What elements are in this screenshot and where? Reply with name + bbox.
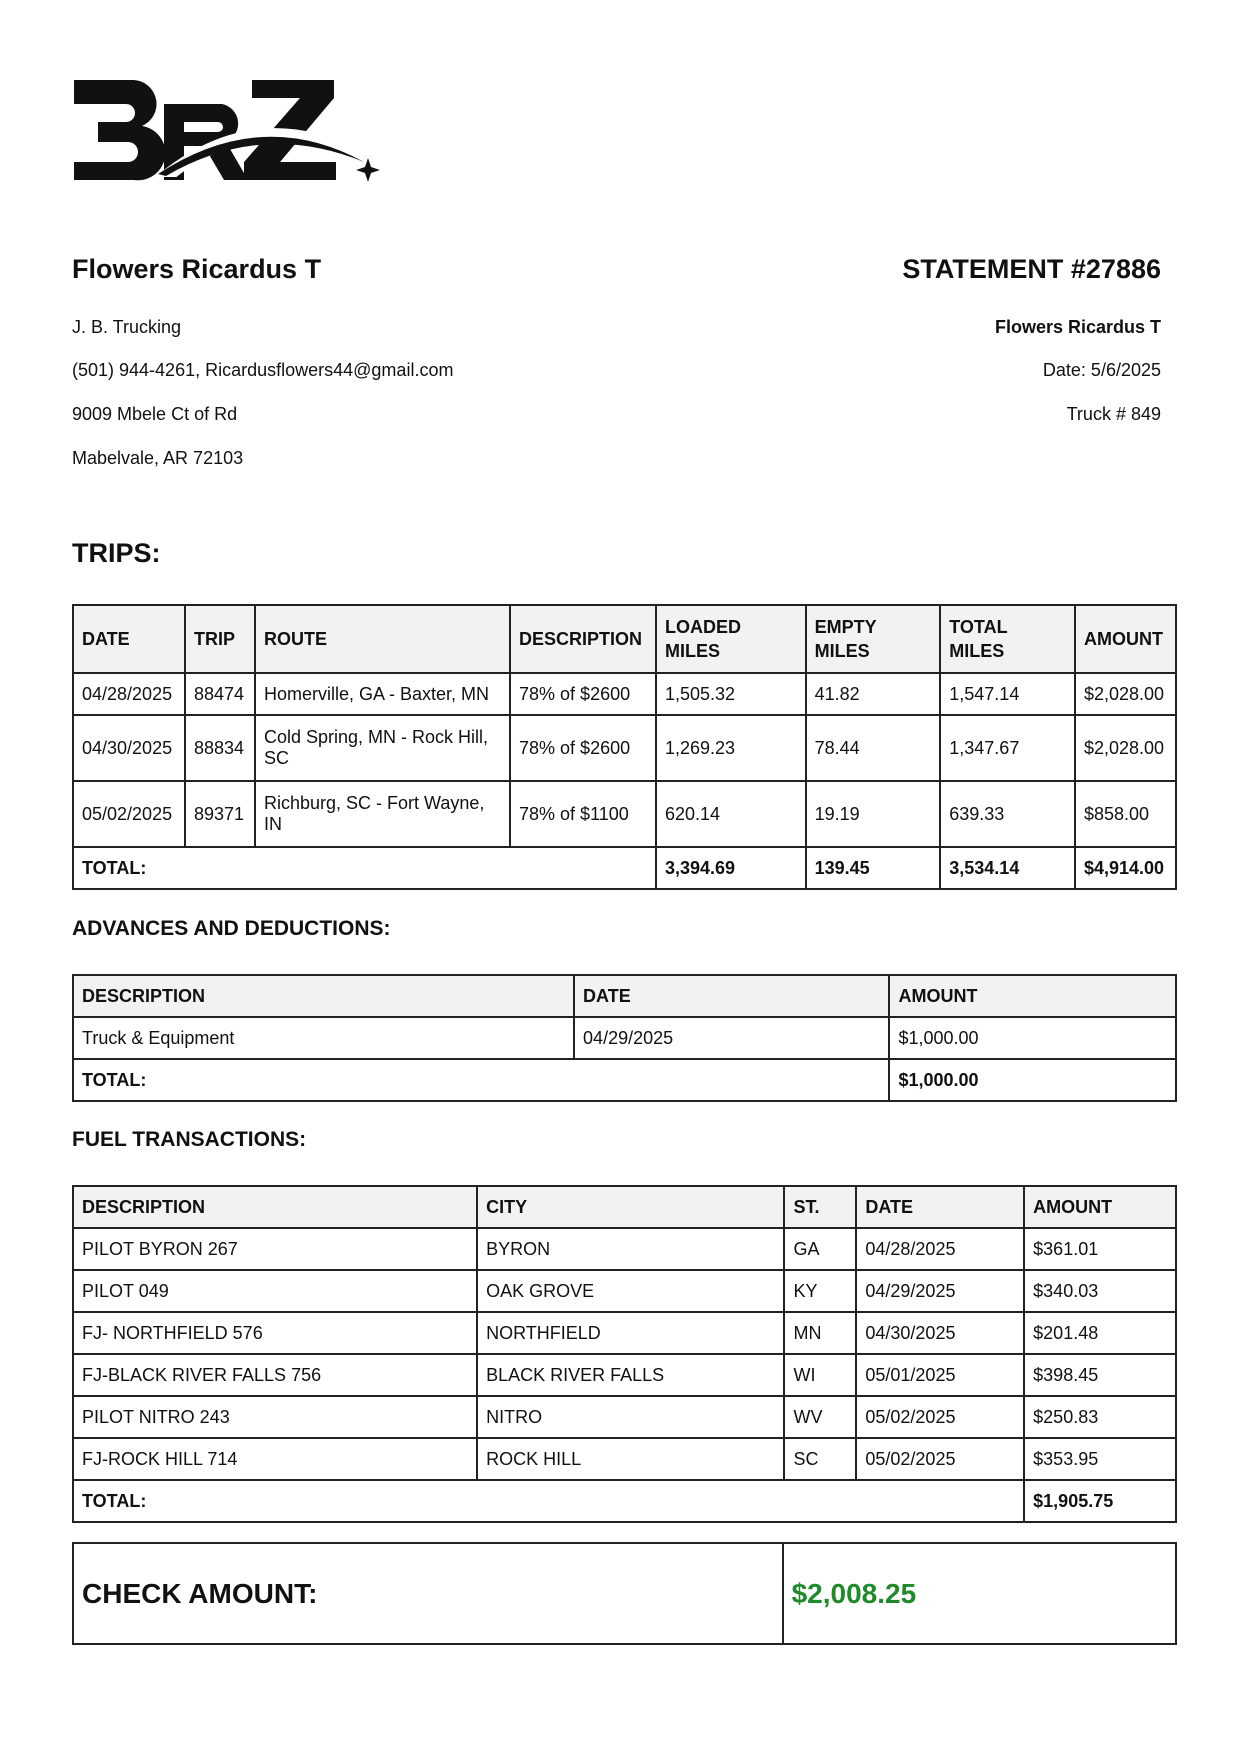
table-row: [73, 1354, 1176, 1396]
total-label: TOTAL:: [73, 1059, 889, 1101]
cell: NORTHFIELD: [477, 1312, 784, 1354]
cell: FJ-ROCK HILL 714: [73, 1438, 477, 1480]
col-description: DESCRIPTION: [510, 605, 656, 673]
truck-number: Truck # 849: [1066, 404, 1161, 424]
address-line2: Mabelvale, AR 72103: [72, 448, 244, 468]
cell: PILOT BYRON 267: [73, 1228, 477, 1270]
cell: $353.95: [1024, 1438, 1176, 1480]
cell: WI: [784, 1354, 856, 1396]
cell: ROCK HILL: [477, 1438, 784, 1480]
col-date: DATE: [574, 975, 889, 1017]
cell: 88834: [185, 715, 255, 781]
cell: 78.44: [806, 715, 941, 781]
trips-title: TRIPS:: [72, 538, 161, 568]
col-amount: AMOUNT: [889, 975, 1176, 1017]
company-name: J. B. Trucking: [72, 317, 182, 337]
cell: 78% of $2600: [510, 715, 656, 781]
brz-logo-icon: [72, 78, 382, 193]
col-amount: AMOUNT: [1024, 1186, 1176, 1228]
col-date: DATE: [856, 1186, 1024, 1228]
table-row: [73, 1438, 1176, 1480]
cell: 89371: [185, 781, 255, 847]
statement-date: Date: 5/6/2025: [1042, 360, 1161, 380]
cell: 78% of $2600: [510, 673, 656, 715]
cell: FJ- NORTHFIELD 576: [73, 1312, 477, 1354]
advances-total-row: [73, 1059, 1176, 1101]
table-row: [73, 1017, 1176, 1059]
cell: 05/01/2025: [856, 1354, 1024, 1396]
cell: FJ-BLACK RIVER FALLS 756: [73, 1354, 477, 1396]
total-label: TOTAL:: [73, 847, 656, 889]
cell: SC: [784, 1438, 856, 1480]
statement-name: Flowers Ricardus T: [994, 317, 1161, 337]
trips-total-row: [73, 847, 1176, 889]
table-row: [73, 1396, 1176, 1438]
col-description: DESCRIPTION: [73, 1186, 477, 1228]
table-row: [73, 1270, 1176, 1312]
check-amount-value: $2,008.25: [783, 1543, 1176, 1644]
cell: 04/29/2025: [856, 1270, 1024, 1312]
table-row: [73, 673, 1176, 715]
trips-header-row: [73, 605, 1176, 673]
cell: 04/28/2025: [856, 1228, 1024, 1270]
fuel-header-row: [73, 1186, 1176, 1228]
cell: 639.33: [940, 781, 1075, 847]
col-city: CITY: [477, 1186, 784, 1228]
cell: $2,028.00: [1075, 715, 1176, 781]
table-row: [73, 1228, 1176, 1270]
cell: BLACK RIVER FALLS: [477, 1354, 784, 1396]
col-state: ST.: [784, 1186, 856, 1228]
col-empty-miles: EMPTY MILES: [806, 605, 941, 673]
col-description: DESCRIPTION: [73, 975, 574, 1017]
col-total-miles: TOTAL MILES: [940, 605, 1075, 673]
total-miles: 3,534.14: [940, 847, 1075, 889]
total-amount: $4,914.00: [1075, 847, 1176, 889]
cell: $1,000.00: [889, 1017, 1176, 1059]
advances-table: [72, 974, 1177, 1102]
table-row: [73, 1312, 1176, 1354]
cell: Cold Spring, MN - Rock Hill, SC: [255, 715, 510, 781]
cell: 88474: [185, 673, 255, 715]
total-loaded-miles: 3,394.69: [656, 847, 806, 889]
check-amount-box: [72, 1542, 1177, 1645]
cell: 04/29/2025: [574, 1017, 889, 1059]
cell: 1,269.23: [656, 715, 806, 781]
cell: $201.48: [1024, 1312, 1176, 1354]
advances-header-row: [73, 975, 1176, 1017]
cell: OAK GROVE: [477, 1270, 784, 1312]
fuel-title: FUEL TRANSACTIONS:: [72, 1128, 307, 1151]
col-amount: AMOUNT: [1075, 605, 1176, 673]
cell: 19.19: [806, 781, 941, 847]
statement-title: STATEMENT #27886: [902, 254, 1161, 284]
cell: 05/02/2025: [856, 1396, 1024, 1438]
cell: KY: [784, 1270, 856, 1312]
cell: Richburg, SC - Fort Wayne, IN: [255, 781, 510, 847]
cell: WV: [784, 1396, 856, 1438]
cell: $2,028.00: [1075, 673, 1176, 715]
cell: GA: [784, 1228, 856, 1270]
cell: $858.00: [1075, 781, 1176, 847]
cell: BYRON: [477, 1228, 784, 1270]
cell: PILOT 049: [73, 1270, 477, 1312]
col-date: DATE: [73, 605, 185, 673]
cell: Truck & Equipment: [73, 1017, 574, 1059]
table-row: [73, 781, 1176, 847]
cell: NITRO: [477, 1396, 784, 1438]
fuel-table: [72, 1185, 1177, 1523]
cell: 1,347.67: [940, 715, 1075, 781]
cell: Homerville, GA - Baxter, MN: [255, 673, 510, 715]
total-amount: $1,905.75: [1024, 1480, 1176, 1522]
trips-table: [72, 604, 1177, 890]
cell: 04/30/2025: [856, 1312, 1024, 1354]
cell: $250.83: [1024, 1396, 1176, 1438]
check-amount-label: CHECK AMOUNT:: [73, 1543, 783, 1644]
cell: $398.45: [1024, 1354, 1176, 1396]
cell: 78% of $1100: [510, 781, 656, 847]
contact-info: (501) 944-4261, Ricardusflowers44@gmail.com: [72, 360, 454, 380]
cell: 05/02/2025: [856, 1438, 1024, 1480]
total-label: TOTAL:: [73, 1480, 1024, 1522]
col-loaded-miles: LOADED MILES: [656, 605, 806, 673]
cell: $340.03: [1024, 1270, 1176, 1312]
cell: MN: [784, 1312, 856, 1354]
total-empty-miles: 139.45: [806, 847, 941, 889]
cell: 1,547.14: [940, 673, 1075, 715]
cell: 04/30/2025: [73, 715, 185, 781]
driver-name: Flowers Ricardus T: [72, 254, 322, 284]
col-route: ROUTE: [255, 605, 510, 673]
cell: 620.14: [656, 781, 806, 847]
cell: 04/28/2025: [73, 673, 185, 715]
address-line1: 9009 Mbele Ct of Rd: [72, 404, 238, 424]
cell: 41.82: [806, 673, 941, 715]
table-row: [73, 715, 1176, 781]
cell: 05/02/2025: [73, 781, 185, 847]
cell: $361.01: [1024, 1228, 1176, 1270]
cell: 1,505.32: [656, 673, 806, 715]
advances-title: ADVANCES AND DEDUCTIONS:: [72, 917, 391, 940]
fuel-total-row: [73, 1480, 1176, 1522]
total-amount: $1,000.00: [889, 1059, 1176, 1101]
col-trip: TRIP: [185, 605, 255, 673]
cell: PILOT NITRO 243: [73, 1396, 477, 1438]
